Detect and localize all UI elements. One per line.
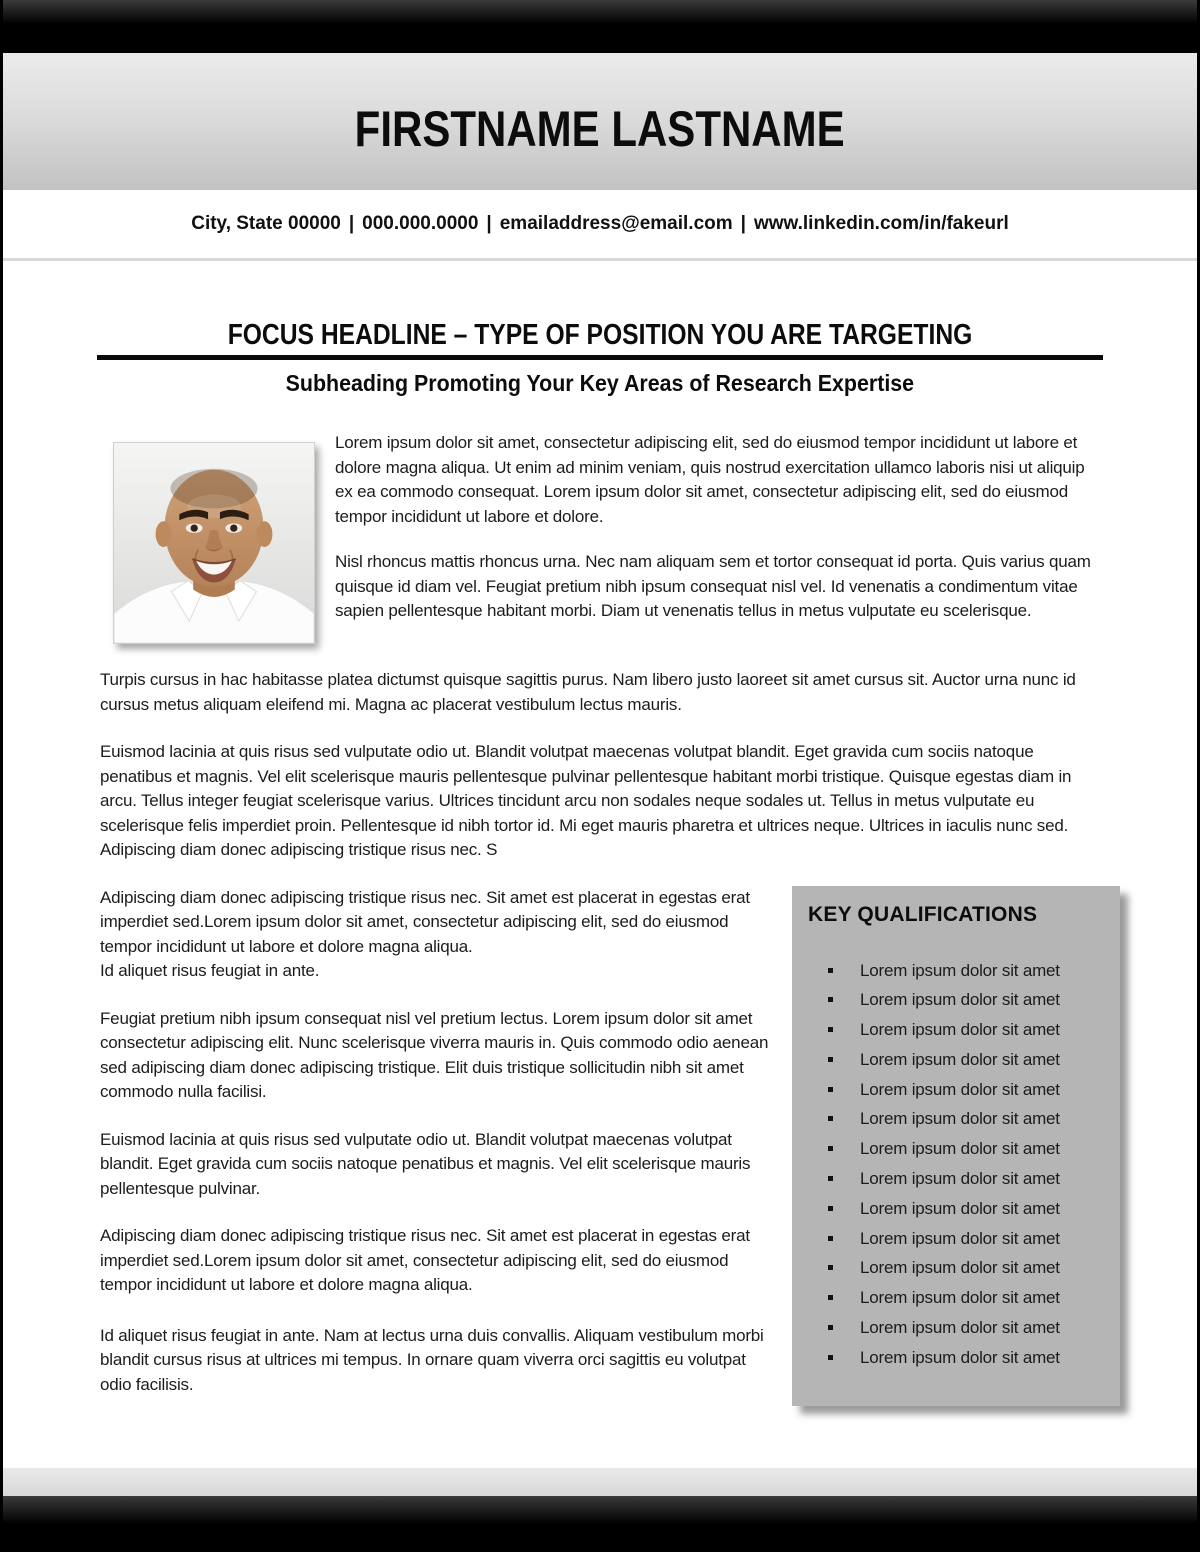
paragraph: Id aliquet risus feugiat in ante. Nam at lectus urna duis convallis. Aliquam vestibulum morbi blandit cursus risus at ultrices mi tempus. In ornare quam viverra orci sagittis eu volutpat odio facilisis. [100,1325,764,1394]
paragraph: Euismod lacinia at quis risus sed vulputate odio ut. Blandit volutpat maecenas volutpat blandit. Eget gravida cum sociis natoque penatibus et magnis. Vel elit scelerisque mauris pellentesque pulvinar. [100,1129,751,1198]
contact-linkedin-url: www.linkedin.com/in/fakeurl [753,213,1009,234]
page-title: FIRSTNAME LASTNAME [355,100,845,157]
bottom-border-bar [0,1496,1200,1552]
qualification-item: Lorem ipsum dolor sit amet [808,1313,1104,1343]
paragraph: Adipiscing diam donec adipiscing tristique risus nec. Sit amet est placerat in egestas erat imperdiet sed.Lorem ipsum dolor sit amet, consectetur adipiscing elit, sed do eiusmod tempor incididunt ut labore et dolore magna aliqua. Id aliquet risus feugiat in ante. [100,887,750,980]
lower-left-column [100,886,772,1406]
qualification-item: Lorem ipsum dolor sit amet [808,1283,1104,1313]
intro-section [113,433,1093,644]
top-border-bar [0,0,1200,53]
qualification-item: Lorem ipsum dolor sit amet [808,1164,1104,1194]
paragraph: Euismod lacinia at quis risus sed vulputate odio ut. Blandit volutpat maecenas volutpat blandit. Eget gravida cum sociis natoque penatibus et magnis. Vel elit scelerisque mauris pellentesque pulvinar pellentesque habitant morbi tristique. Quisque egestas diam in arcu. Tellus integer feugiat scelerisque varius. Ultrices tincidunt arcu non sodales neque sodales ut. Tellus in metus vulputate eu scelerisque felis imperdiet proin. Pellentesque id nibh tortor id. Mi eget mauris pharetra et ultrices neque. Ultrices in iaculis nunc sed. Adipiscing diam donec adipiscing tristique risus nec. S [100,742,1072,859]
left-border-bar [0,0,3,1552]
qualification-item: Lorem ipsum dolor sit amet [808,956,1104,986]
document-body [0,261,1200,1468]
qualification-item: Lorem ipsum dolor sit amet [808,1015,1104,1045]
headshot-illustration [114,443,314,643]
bottom-gray-band [0,1468,1200,1496]
qualification-item: Lorem ipsum dolor sit amet [808,1134,1104,1164]
qualification-item: Lorem ipsum dolor sit amet [808,1075,1104,1105]
qualification-item: Lorem ipsum dolor sit amet [808,1343,1104,1373]
qualification-item: Lorem ipsum dolor sit amet [808,1224,1104,1254]
focus-headline: FOCUS HEADLINE – TYPE OF POSITION YOU ARE TARGETING [227,319,973,351]
paragraph: Turpis cursus in hac habitasse platea dictumst quisque sagittis purus. Nam libero justo laoreet sit amet cursus sit. Auctor urna nunc id cursus metus aliquam eleifend mi. Magna ac placerat vestibulum lectus mauris. [100,670,1076,714]
contact-email: emailaddress@email.com [499,213,733,234]
intro-paragraphs [335,431,1093,644]
headline-underline [97,355,1103,360]
key-qualifications-list [808,956,1104,1373]
paragraph: Lorem ipsum dolor sit amet, consectetur adipiscing elit, sed do eiusmod tempor incididunt ut labore et dolore magna aliqua. Ut enim ad minim veniam, quis nostrud exercitation ullamco laboris nisi ut aliquip ex ea commodo consequat. Lorem ipsum dolor sit amet, consectetur adipiscing elit, sed do eiusmod tempor incididunt ut labore et dolore. [335,433,1085,526]
paragraph: Nisl rhoncus mattis rhoncus urna. Nec nam aliquam sem et tortor consequat id porta. Quis varius quam quisque id diam vel. Feugiat pretium nibh ipsum consequat nisl vel. Id venenatis a condimentum vitae sapien pellentesque habitant morbi. Diam ut venenatis tellus in metus vulputate eu scelerisque. [335,552,1091,620]
contact-separator: | [348,213,355,234]
contact-bar [0,190,1200,261]
header-name-band [0,53,1200,190]
key-qualifications-box [792,886,1120,1406]
contact-separator: | [740,213,746,234]
contact-phone: 000.000.0000 [362,213,479,234]
qualification-item: Lorem ipsum dolor sit amet [808,1253,1104,1283]
qualification-item: Lorem ipsum dolor sit amet [808,1104,1104,1134]
qualification-item: Lorem ipsum dolor sit amet [808,1045,1104,1075]
lower-section [100,886,1120,1406]
headshot-photo [113,442,315,644]
qualification-item: Lorem ipsum dolor sit amet [808,985,1104,1015]
contact-location: City, State 00000 [191,213,341,234]
paragraph: Adipiscing diam donec adipiscing tristique risus nec. Sit amet est placerat in egestas erat imperdiet sed.Lorem ipsum dolor sit amet, consectetur adipiscing elit, sed do eiusmod tempor incididunt ut labore et dolore magna aliqua. [100,1226,750,1294]
subheading: Subheading Promoting Your Key Areas of Research Expertise [285,370,915,396]
contact-separator: | [486,213,492,234]
paragraph: Feugiat pretium nibh ipsum consequat nisl vel pretium lectus. Lorem ipsum dolor sit amet consectetur adipiscing elit. Nunc scelerisque viverra mauris in. Quis commodo odio aenean sed adipiscing diam donec adipiscing tristique. Elit duis tristique sollicitudin nibh sit amet commodo nulla facilisi. [100,1008,769,1101]
key-qualifications-title: KEY QUALIFICATIONS [808,902,1038,926]
qualification-item: Lorem ipsum dolor sit amet [808,1194,1104,1224]
